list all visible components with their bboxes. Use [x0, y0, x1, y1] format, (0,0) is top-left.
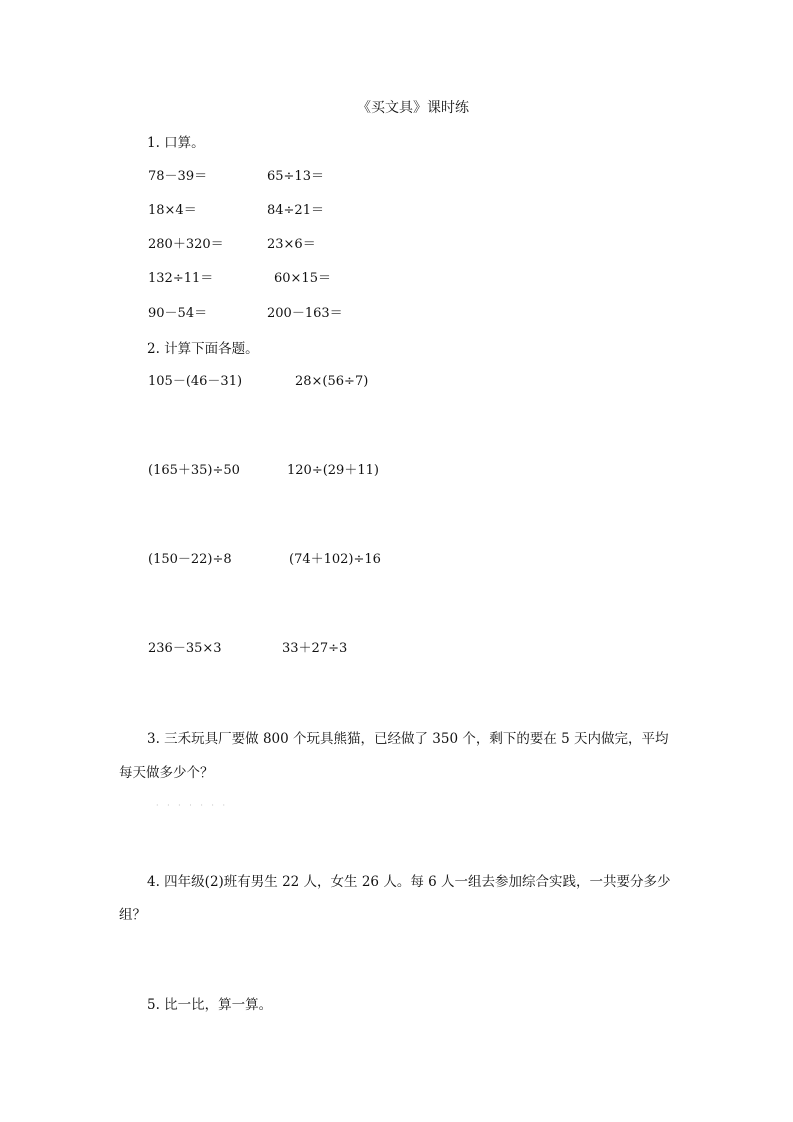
- calc-expression: (150－22)÷8: [148, 552, 232, 567]
- section-1-heading: 1. 口算。: [147, 135, 205, 151]
- oral-calc-item: 78－39＝: [148, 169, 208, 184]
- word-problem-4-line-1: 4. 四年级(2)班有男生 22 人，女生 26 人。每 6 人一组去参加综合实践，一共要分多少: [147, 874, 671, 890]
- oral-calc-item: 280＋320＝: [148, 237, 224, 252]
- faint-marks: · · · · · · ·: [156, 801, 229, 810]
- word-problem-3-line-1: 3. 三禾玩具厂要做 800 个玩具熊猫，已经做了 350 个，剩下的要在 5 天内做完，平均: [147, 731, 669, 747]
- section-2-heading: 2. 计算下面各题。: [147, 341, 259, 357]
- oral-calc-item: 90－54＝: [148, 306, 208, 321]
- calc-expression: 105－(46－31): [148, 374, 243, 389]
- section-5-heading: 5. 比一比，算一算。: [147, 997, 273, 1013]
- calc-expression: 28×(56÷7): [295, 374, 369, 389]
- calc-expression: 120÷(29＋11): [287, 463, 379, 478]
- oral-calc-item: 23×6＝: [267, 237, 316, 252]
- word-problem-4-line-2: 组？: [119, 907, 146, 923]
- oral-calc-item: 200－163＝: [267, 306, 343, 321]
- word-problem-3-line-2: 每天做多少个？: [119, 765, 214, 781]
- page-title: 《买文具》课时练: [357, 100, 469, 116]
- oral-calc-item: 18×4＝: [148, 203, 197, 218]
- oral-calc-item: 84÷21＝: [267, 203, 324, 218]
- calc-expression: (165＋35)÷50: [148, 463, 240, 478]
- oral-calc-item: 60×15＝: [274, 271, 331, 286]
- calc-expression: 33＋27÷3: [282, 641, 348, 656]
- oral-calc-item: 132÷11＝: [148, 271, 214, 286]
- calc-expression: (74＋102)÷16: [289, 552, 381, 567]
- calc-expression: 236－35×3: [148, 641, 222, 656]
- oral-calc-item: 65÷13＝: [267, 169, 324, 184]
